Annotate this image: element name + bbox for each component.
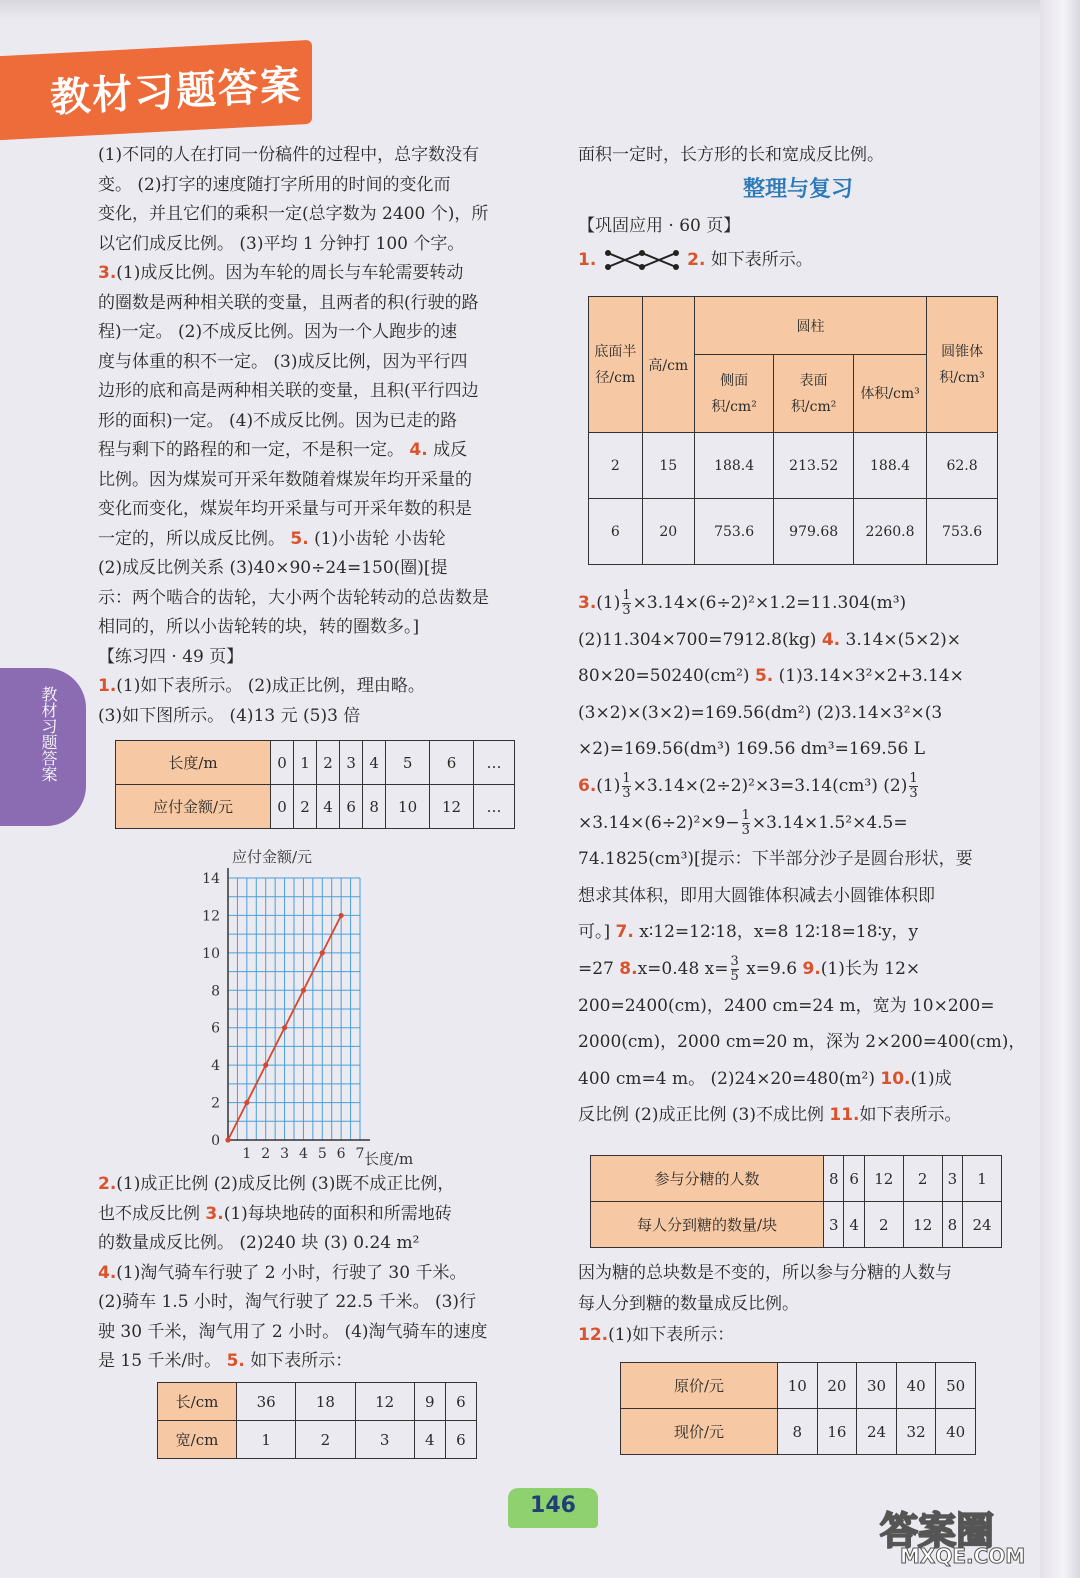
text-line: ×2)=169.56(dm³) 169.56 dm³=169.56 L bbox=[578, 739, 926, 760]
table-cell: 2260.8 bbox=[853, 499, 926, 565]
table-cell: 6 bbox=[340, 785, 363, 829]
right-column-bottom bbox=[578, 1258, 1028, 1351]
table-cell: 2 bbox=[296, 1421, 355, 1459]
table-cell: 12 bbox=[430, 785, 474, 829]
fraction: $\frac{1}{3}$ bbox=[622, 588, 631, 618]
text-line: 程)一定。 (2)不成反比例。因为一个人跑步的速 bbox=[98, 322, 458, 342]
table-cell: 8 bbox=[824, 1156, 844, 1202]
table-cell: 2 bbox=[294, 785, 317, 829]
table-cell: 30 bbox=[857, 1363, 897, 1409]
question-number: 2. bbox=[687, 249, 706, 270]
section-heading: 整理与复习 bbox=[742, 176, 853, 202]
table-row bbox=[116, 785, 515, 829]
question-number: 5. bbox=[226, 1351, 245, 1371]
table-cell: 20 bbox=[642, 499, 694, 565]
table-cell: 0 bbox=[271, 785, 294, 829]
watermark bbox=[880, 1500, 1060, 1572]
left-column-top bbox=[98, 141, 538, 731]
question-number: 6. bbox=[578, 775, 597, 796]
text-line: 因为糖的总块数是不变的，所以参与分糖的人数与 bbox=[578, 1263, 952, 1283]
table-cell: 24 bbox=[963, 1202, 1002, 1248]
data-point bbox=[339, 913, 344, 918]
y-tick-label: 4 bbox=[211, 1058, 220, 1075]
text-line: 的数量成反比例。 (2)240 块 (3) 0.24 m² bbox=[98, 1233, 420, 1253]
row-header: 应付金额/元 bbox=[116, 785, 271, 829]
question-number: 1. bbox=[578, 249, 597, 270]
text-line: 1. 2. 如下表所示。 bbox=[578, 246, 1018, 276]
table-cell: 6 bbox=[445, 1421, 476, 1459]
text-line: 可。] 7. x∶12=12∶18，x=8 12∶18=18∶y，y bbox=[578, 922, 919, 943]
table-cell: 188.4 bbox=[853, 433, 926, 499]
table-cell: 753.6 bbox=[927, 499, 998, 565]
row-header: 长/cm bbox=[158, 1383, 237, 1421]
question-number: 7. bbox=[615, 922, 634, 943]
text-line: 边形的底和高是两种相关联的变量，且积(平行四边 bbox=[98, 381, 479, 401]
y-tick-label: 14 bbox=[202, 871, 220, 887]
fraction: $\frac{3}{5}$ bbox=[730, 953, 739, 984]
table-cell: 2 bbox=[589, 433, 643, 499]
question-number: 4. bbox=[409, 440, 428, 460]
text-line: 相同的，所以小齿轮转的块，转的圈数多。] bbox=[98, 617, 420, 637]
table-row bbox=[158, 1383, 477, 1421]
table-cell: 10 bbox=[386, 785, 430, 829]
page-edge bbox=[1040, 0, 1080, 1578]
question-number: 8. bbox=[619, 958, 638, 979]
text-line: (3)如下图所示。 (4)13 元 (5)3 倍 bbox=[98, 705, 361, 726]
right-column-top bbox=[578, 141, 1018, 275]
candy-table bbox=[590, 1155, 1002, 1248]
table-cell: 20 bbox=[817, 1363, 857, 1409]
question-number: 11. bbox=[829, 1105, 860, 1126]
table-cell: 24 bbox=[857, 1409, 897, 1455]
y-tick-label: 10 bbox=[202, 945, 220, 962]
column-header: 体积/cm³ bbox=[853, 355, 926, 433]
table-cell: 3 bbox=[355, 1421, 414, 1459]
data-point bbox=[282, 1025, 287, 1030]
text-line: 也不成反比例 3.(1)每块地砖的面积和所需地砖 bbox=[98, 1203, 452, 1224]
row-header: 参与分糖的人数 bbox=[591, 1156, 824, 1202]
page-number: 146 bbox=[530, 1493, 576, 1518]
table-row bbox=[589, 433, 998, 499]
text-line: 12.(1)如下表所示： bbox=[578, 1325, 735, 1345]
question-number: 3. bbox=[205, 1203, 224, 1224]
watermark-url: MXQE.COM bbox=[900, 1544, 1026, 1568]
left-column-bottom bbox=[98, 1170, 538, 1377]
section-label: 【巩固应用 · 60 页】 bbox=[578, 216, 741, 236]
table-cell: 62.8 bbox=[927, 433, 998, 499]
column-header: 高/cm bbox=[642, 297, 694, 433]
table-cell: 4 bbox=[844, 1202, 864, 1248]
banner-title: 教材习题答案 bbox=[49, 62, 304, 122]
x-tick-label: 1 bbox=[242, 1146, 252, 1162]
text-line: 80×20=50240(cm²) 5. (1)3.14×3²×2+3.14× bbox=[578, 666, 964, 687]
y-tick-label: 2 bbox=[211, 1095, 220, 1112]
table-cell: 36 bbox=[237, 1383, 296, 1421]
table-cell: 40 bbox=[936, 1409, 976, 1455]
table-cell: 8 bbox=[363, 785, 386, 829]
price-table bbox=[620, 1362, 976, 1455]
question-number: 2. bbox=[98, 1174, 117, 1194]
question-number: 4. bbox=[98, 1262, 117, 1283]
table-cell: 6 bbox=[589, 499, 643, 565]
table-row bbox=[621, 1363, 976, 1409]
table-cell: 10 bbox=[778, 1363, 818, 1409]
text-line: 每人分到糖的数量成反比例。 bbox=[578, 1294, 799, 1314]
fraction: $\frac{1}{3}$ bbox=[622, 770, 631, 801]
table-cell: 213.52 bbox=[774, 433, 854, 499]
data-point bbox=[263, 1063, 268, 1068]
question-number: 3. bbox=[578, 593, 597, 613]
table-cell: … bbox=[474, 741, 515, 785]
text-line: 一定的，所以成反比例。 5. (1)小齿轮 小齿轮 bbox=[98, 528, 446, 549]
text-line: 400 cm=4 m。 (2)24×20=480(m²) 10.(1)成 bbox=[578, 1068, 952, 1089]
fraction: $\frac{1}{3}$ bbox=[741, 807, 750, 838]
table-row bbox=[591, 1202, 1002, 1248]
text-line: 程与剩下的路程的和一定，不是积一定。 4. 成反 bbox=[98, 440, 468, 460]
table-cell: 1 bbox=[963, 1156, 1002, 1202]
table-cell: 32 bbox=[896, 1409, 936, 1455]
table-cell: 2 bbox=[317, 741, 340, 785]
table-cell: 12 bbox=[355, 1383, 414, 1421]
page-top-shadow bbox=[0, 0, 1080, 20]
table-cell: 8 bbox=[942, 1202, 962, 1248]
table-row bbox=[116, 741, 515, 785]
text-line: 变化，并且它们的乘积一定(总字数为 2400 个)，所 bbox=[98, 204, 489, 224]
length-price-table bbox=[115, 740, 515, 829]
text-line: 74.1825(cm³)[提示：下半部分沙子是圆台形状，要 bbox=[578, 849, 973, 870]
text-line: 2.(1)成正比例 (2)成反比例 (3)既不成正比例， bbox=[98, 1174, 455, 1194]
text-line: 形的面积)一定。 (4)不成反比例。因为已走的路 bbox=[98, 410, 458, 431]
table-cell: 3 bbox=[824, 1202, 844, 1248]
table-cell: 3 bbox=[942, 1156, 962, 1202]
text-line: 驶 30 千米，淘气用了 2 小时。 (4)淘气骑车的速度 bbox=[98, 1321, 488, 1342]
text-line: 面积一定时，长方形的长和宽成反比例。 bbox=[578, 145, 884, 165]
table-cell: 2 bbox=[903, 1156, 942, 1202]
text-line: (2)11.304×700=7912.8(kg) 4. 3.14×(5×2)× bbox=[578, 629, 962, 650]
table-cell: … bbox=[474, 785, 515, 829]
side-tab-label: 教材习题答案 bbox=[39, 686, 58, 782]
text-line: (3×2)×(3×2)=169.56(dm²) (2)3.14×3²×(3 bbox=[578, 702, 943, 723]
text-line: 1.(1)如下表所示。 (2)成正比例，理由略。 bbox=[98, 676, 425, 696]
row-header: 每人分到糖的数量/块 bbox=[591, 1202, 824, 1248]
y-axis-label: 应付金额/元 bbox=[232, 848, 313, 866]
text-line: (1)不同的人在打同一份稿件的过程中，总字数没有 bbox=[98, 145, 480, 165]
fraction: $\frac{1}{3}$ bbox=[909, 770, 918, 801]
table-cell: 4 bbox=[363, 741, 386, 785]
text-line: 反比例 (2)成正比例 (3)不成比例 11.如下表所示。 bbox=[578, 1105, 962, 1126]
page-number-badge bbox=[508, 1488, 598, 1528]
question-number: 1. bbox=[98, 676, 117, 696]
table-cell: 1 bbox=[294, 741, 317, 785]
length-width-table bbox=[157, 1382, 477, 1459]
table-cell: 753.6 bbox=[694, 499, 774, 565]
text-line: 以它们成反比例。 (3)平均 1 分钟打 100 个字。 bbox=[98, 233, 465, 254]
table-row bbox=[158, 1421, 477, 1459]
y-tick-label: 12 bbox=[202, 908, 220, 925]
table-cell: 4 bbox=[317, 785, 340, 829]
text-line: 度与体重的积不一定。 (3)成反比例，因为平行四 bbox=[98, 351, 468, 372]
table-cell: 40 bbox=[896, 1363, 936, 1409]
text-line: 3.(1)成反比例。因为车轮的周长与车轮需要转动 bbox=[98, 263, 464, 283]
data-point bbox=[301, 988, 306, 993]
y-tick-label: 0 bbox=[211, 1133, 220, 1149]
cylinder-cone-table bbox=[588, 296, 998, 565]
y-tick-label: 6 bbox=[211, 1020, 220, 1037]
table-cell: 9 bbox=[414, 1383, 445, 1421]
question-number: 9. bbox=[802, 958, 821, 979]
column-header: 底面半径/cm bbox=[589, 297, 643, 433]
question-number: 10. bbox=[880, 1068, 911, 1089]
table-cell: 12 bbox=[903, 1202, 942, 1248]
table-cell: 979.68 bbox=[774, 499, 854, 565]
data-point bbox=[225, 1137, 230, 1142]
text-line: (2)骑车 1.5 小时，淘气行驶了 22.5 千米。 (3)行 bbox=[98, 1292, 477, 1312]
text-line: 示：两个啮合的齿轮，大小两个齿轮转动的总齿数是 bbox=[98, 587, 489, 608]
text-line: 变。 (2)打字的速度随打字所用的时间的变化而 bbox=[98, 174, 451, 195]
row-header: 原价/元 bbox=[621, 1363, 778, 1409]
data-point bbox=[244, 1100, 249, 1105]
price-line-chart bbox=[190, 840, 440, 1170]
text-line: 的圈数是两种相关联的变量，且两者的积(行驶的路 bbox=[98, 292, 479, 313]
table-cell: 50 bbox=[936, 1363, 976, 1409]
x-tick-label: 5 bbox=[317, 1146, 327, 1162]
table-cell: 12 bbox=[864, 1156, 903, 1202]
table-cell: 8 bbox=[778, 1409, 818, 1455]
y-tick-label: 8 bbox=[211, 983, 220, 1000]
table-cell: 2 bbox=[864, 1202, 903, 1248]
row-header: 宽/cm bbox=[158, 1421, 237, 1459]
text-line: 3.(1) $\frac{1}{3}$ ×3.14×(6÷2)²×1.2=11.304(m³) bbox=[578, 588, 907, 618]
column-header: 表面积/cm² bbox=[774, 355, 854, 433]
cross-matching-icon bbox=[602, 247, 682, 273]
table-row bbox=[589, 499, 998, 565]
x-tick-label: 4 bbox=[298, 1146, 308, 1162]
table-cell: 3 bbox=[340, 741, 363, 785]
text-line: 200=2400(cm)，2400 cm=24 m，宽为 10×200= bbox=[578, 995, 995, 1016]
table-cell: 6 bbox=[445, 1383, 476, 1421]
question-number: 4. bbox=[821, 629, 841, 650]
row-header: 现价/元 bbox=[621, 1409, 778, 1455]
right-column-middle bbox=[578, 585, 1028, 1134]
table-cell: 18 bbox=[296, 1383, 355, 1421]
column-header: 圆柱 bbox=[694, 297, 926, 355]
x-tick-label: 3 bbox=[280, 1146, 290, 1162]
table-cell: 16 bbox=[817, 1409, 857, 1455]
x-tick-label: 7 bbox=[355, 1146, 365, 1162]
row-header: 长度/m bbox=[116, 741, 271, 785]
text-line: 6.(1) $\frac{1}{3}$ ×3.14×(2÷2)²×3=3.14(cm³) (2) $\frac{1}{3}$ bbox=[578, 770, 918, 801]
table-cell: 4 bbox=[414, 1421, 445, 1459]
question-number: 12. bbox=[578, 1325, 609, 1345]
text-line: 比例。因为煤炭可开采年数随着煤炭年均开采量的 bbox=[98, 469, 472, 490]
table-row bbox=[621, 1409, 976, 1455]
question-number: 5. bbox=[290, 528, 309, 549]
question-number: 5. bbox=[754, 666, 774, 687]
watermark-text: 答案圈 bbox=[880, 1509, 995, 1553]
text-line: 变化而变化，煤炭年均开采量与可开采年数的积是 bbox=[98, 499, 472, 519]
table-cell: 0 bbox=[271, 741, 294, 785]
table-cell: 15 bbox=[642, 433, 694, 499]
data-point bbox=[320, 950, 325, 955]
x-tick-label: 2 bbox=[261, 1146, 271, 1162]
text-line: 是 15 千米/时。 5. 如下表所示： bbox=[98, 1351, 353, 1371]
table-row bbox=[589, 297, 998, 355]
section-label: 【练习四 · 49 页】 bbox=[98, 646, 244, 667]
x-axis-label: 长度/m bbox=[364, 1150, 414, 1168]
text-line: 想求其体积，即用大圆锥体积减去小圆锥体积即 bbox=[578, 885, 935, 906]
text-line: =27 8.x=0.48 x= $\frac{3}{5}$ x=9.6 9.(1)长为 12× bbox=[578, 953, 921, 984]
x-tick-label: 6 bbox=[336, 1146, 346, 1162]
text-line: (2)成反比例关系 (3)40×90÷24=150(圈)[提 bbox=[98, 558, 448, 578]
table-cell: 6 bbox=[430, 741, 474, 785]
table-row bbox=[591, 1156, 1002, 1202]
column-header: 侧面积/cm² bbox=[694, 355, 774, 433]
table-cell: 188.4 bbox=[694, 433, 774, 499]
text-line: ×3.14×(6÷2)²×9− $\frac{1}{3}$ ×3.14×1.5²×4.5= bbox=[578, 807, 908, 838]
column-header: 圆锥体积/cm³ bbox=[927, 297, 998, 433]
table-cell: 5 bbox=[386, 741, 430, 785]
table-cell: 6 bbox=[844, 1156, 864, 1202]
text-line: 4.(1)淘气骑车行驶了 2 小时，行驶了 30 千米。 bbox=[98, 1262, 467, 1283]
question-number: 3. bbox=[98, 263, 117, 283]
table-cell: 1 bbox=[237, 1421, 296, 1459]
text-line: 2000(cm)，2000 cm=20 m，深为 2×200=400(cm)， bbox=[578, 1032, 1026, 1053]
